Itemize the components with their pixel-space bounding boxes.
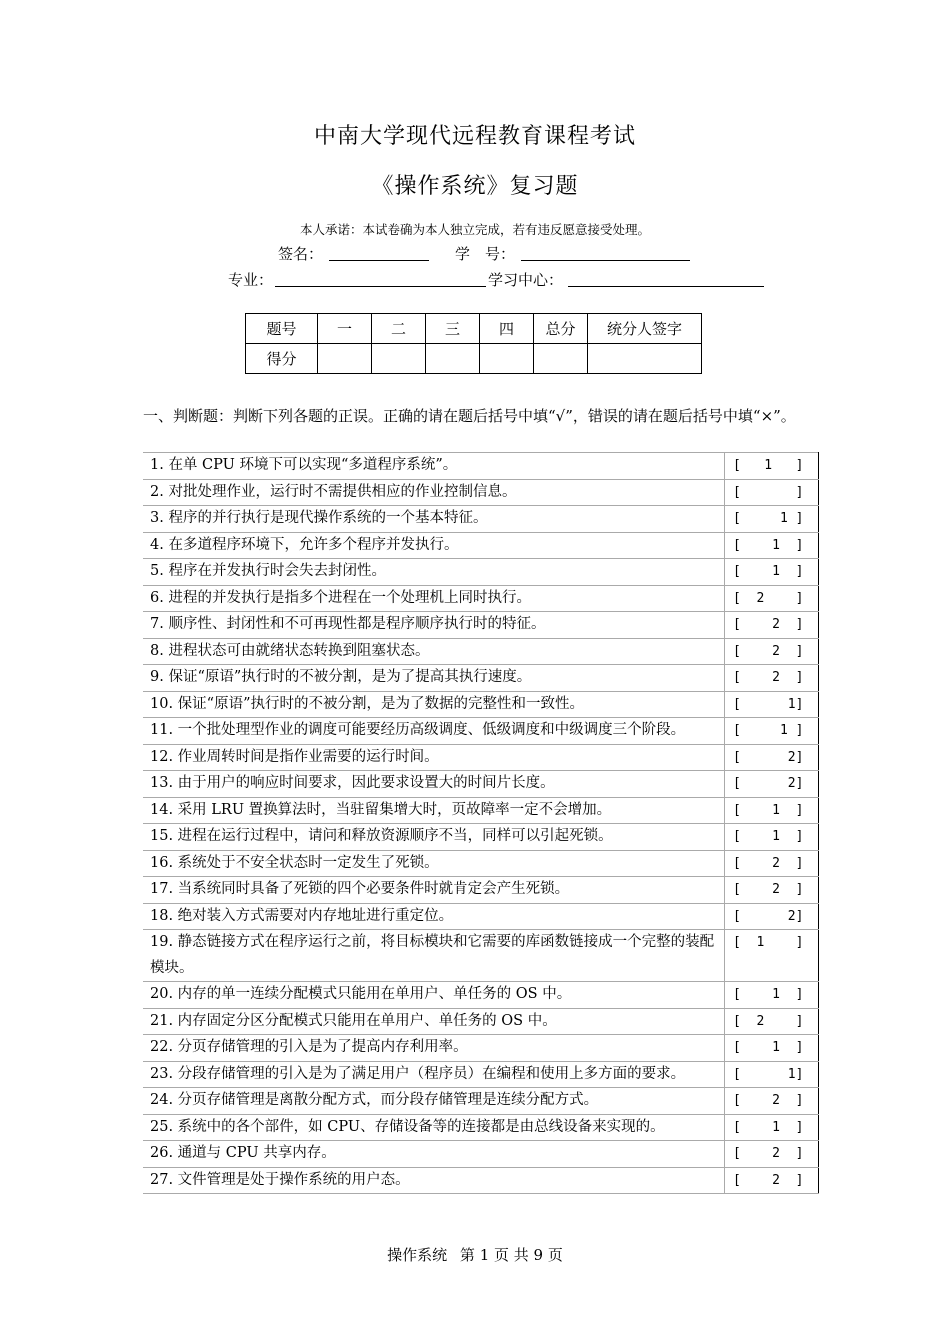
honor-pledge: 本人承诺：本试卷确为本人独立完成，若有违反愿意接受处理。 (299, 222, 650, 237)
header-cell: 三 (426, 314, 480, 344)
question-text: 2. 对批处理作业，运行时不需提供相应的作业控制信息。 (143, 479, 725, 506)
question-text: 8. 进程状态可由就绪状态转换到阻塞状态。 (143, 638, 725, 665)
question-text: 5. 程序在并发执行时会失去封闭性。 (143, 559, 725, 586)
question-text: 11. 一个批处理型作业的调度可能要经历高级调度、低级调度和中级调度三个阶段。 (143, 718, 725, 745)
exam-title: 中南大学现代远程教育课程考试 (313, 124, 636, 149)
question-text: 13. 由于用户的响应时间要求，因此要求设置大的时间片长度。 (143, 771, 725, 798)
question-text: 18. 绝对装入方式需要对内存地址进行重定位。 (143, 903, 725, 930)
question-text: 14. 采用 LRU 置换算法时，当驻留集增大时，页故障率一定不会增加。 (143, 797, 725, 824)
question-row (143, 1061, 819, 1088)
question-text: 4. 在多道程序环境下，允许多个程序并发执行。 (143, 532, 725, 559)
question-table (143, 452, 819, 1194)
question-text: 22. 分页存储管理的引入是为了提高内存利用率。 (143, 1035, 725, 1062)
sign-label: 签名： (278, 245, 324, 263)
question-row (143, 1141, 819, 1168)
question-row (143, 877, 819, 904)
header-cell: 统分人签字 (588, 314, 702, 344)
question-row (143, 532, 819, 559)
answer-bracket[interactable]: [ 1 ] (725, 1114, 819, 1141)
answer-bracket[interactable]: [ 1 ] (725, 453, 819, 480)
answer-bracket[interactable]: [ 2] (725, 744, 819, 771)
answer-bracket[interactable]: [ 2 ] (725, 1141, 819, 1168)
question-row (143, 1035, 819, 1062)
study-center-label: 学习中心： (488, 271, 564, 289)
answer-bracket[interactable]: [ 2 ] (725, 638, 819, 665)
question-text: 17. 当系统同时具备了死锁的四个必要条件时就肯定会产生死锁。 (143, 877, 725, 904)
score-cell[interactable] (426, 344, 480, 374)
answer-bracket[interactable]: [ 2 ] (725, 877, 819, 904)
question-row (143, 612, 819, 639)
question-text: 27. 文件管理是处于操作系统的用户态。 (143, 1167, 725, 1194)
question-row (143, 797, 819, 824)
question-text: 16. 系统处于不安全状态时一定发生了死锁。 (143, 850, 725, 877)
question-row (143, 638, 819, 665)
answer-bracket[interactable]: [ 1 ] (725, 1035, 819, 1062)
row-label-cell: 得分 (246, 344, 318, 374)
question-row (143, 1008, 819, 1035)
question-row (143, 718, 819, 745)
question-row (143, 850, 819, 877)
answer-bracket[interactable]: [ 2 ] (725, 612, 819, 639)
header-cell: 四 (480, 314, 534, 344)
question-row (143, 479, 819, 506)
answer-bracket[interactable]: [ 2] (725, 771, 819, 798)
question-text: 24. 分页存储管理是离散分配方式，而分段存储管理是连续分配方式。 (143, 1088, 725, 1115)
section-instructions: 一、判断题：判断下列各题的正误。正确的请在题后括号中填“√”，错误的请在题后括号中填“×”。 (143, 407, 796, 425)
score-table-header-row (246, 314, 702, 344)
question-row (143, 1114, 819, 1141)
question-text: 15. 进程在运行过程中，请问和释放资源顺序不当，同样可以引起死锁。 (143, 824, 725, 851)
question-text: 23. 分段存储管理的引入是为了满足用户（程序员）在编程和使用上多方面的要求。 (143, 1061, 725, 1088)
score-cell[interactable] (534, 344, 588, 374)
question-text: 1. 在单 CPU 环境下可以实现“多道程序系统”。 (143, 453, 725, 480)
question-text: 21. 内存固定分区分配模式只能用在单用户、单任务的 OS 中。 (143, 1008, 725, 1035)
answer-bracket[interactable]: [ 2 ] (725, 850, 819, 877)
course-title: 《操作系统》复习题 (371, 174, 579, 199)
question-row (143, 930, 819, 982)
question-text: 20. 内存的单一连续分配模式只能用在单用户、单任务的 OS 中。 (143, 982, 725, 1009)
question-row (143, 903, 819, 930)
question-text: 19. 静态链接方式在程序运行之前，将目标模块和它需要的库函数链接成一个完整的装配模块。 (143, 930, 725, 982)
score-table (245, 313, 702, 374)
score-cell[interactable] (372, 344, 426, 374)
question-text: 12. 作业周转时间是指作业需要的运行时间。 (143, 744, 725, 771)
student-id-label: 学 号： (455, 245, 516, 263)
question-row (143, 982, 819, 1009)
question-row (143, 585, 819, 612)
score-cell[interactable] (480, 344, 534, 374)
score-cell[interactable] (318, 344, 372, 374)
header-cell: 一 (318, 314, 372, 344)
answer-bracket[interactable]: [ 1 ] (725, 824, 819, 851)
question-row (143, 824, 819, 851)
question-text: 3. 程序的并行执行是现代操作系统的一个基本特征。 (143, 506, 725, 533)
question-text: 10. 保证“原语”执行时的不被分割，是为了数据的完整性和一致性。 (143, 691, 725, 718)
answer-bracket[interactable]: [ 2 ] (725, 1167, 819, 1194)
answer-bracket[interactable]: [ 1 ] (725, 982, 819, 1009)
score-cell[interactable] (588, 344, 702, 374)
answer-bracket[interactable]: [ ] (725, 479, 819, 506)
answer-bracket[interactable]: [ 2 ] (725, 1008, 819, 1035)
question-row (143, 506, 819, 533)
question-text: 6. 进程的并发执行是指多个进程在一个处理机上同时执行。 (143, 585, 725, 612)
question-row (143, 744, 819, 771)
question-text: 26. 通道与 CPU 共享内存。 (143, 1141, 725, 1168)
question-row (143, 1167, 819, 1194)
question-row (143, 691, 819, 718)
score-table-score-row (246, 344, 702, 374)
student-id-field[interactable] (521, 260, 690, 261)
question-text: 25. 系统中的各个部件，如 CPU、存储设备等的连接都是由总线设备来实现的。 (143, 1114, 725, 1141)
answer-bracket[interactable]: [ 1] (725, 691, 819, 718)
answer-bracket[interactable]: [ 1 ] (725, 718, 819, 745)
question-row (143, 1088, 819, 1115)
question-row (143, 453, 819, 480)
answer-bracket[interactable]: [ 2 ] (725, 1088, 819, 1115)
answer-bracket[interactable]: [ 2 ] (725, 665, 819, 692)
question-text: 9. 保证“原语”执行时的不被分割，是为了提高其执行速度。 (143, 665, 725, 692)
answer-bracket[interactable]: [ 2] (725, 903, 819, 930)
answer-bracket[interactable]: [ 1 ] (725, 559, 819, 586)
page-footer (0, 1244, 950, 1265)
major-label: 专业： (228, 271, 274, 289)
question-row (143, 559, 819, 586)
question-row (143, 665, 819, 692)
header-cell: 二 (372, 314, 426, 344)
header-cell: 总分 (534, 314, 588, 344)
question-text: 7. 顺序性、封闭性和不可再现性都是程序顺序执行时的特征。 (143, 612, 725, 639)
answer-bracket[interactable]: [ 1] (725, 1061, 819, 1088)
question-row (143, 771, 819, 798)
answer-bracket[interactable]: [ 1 ] (725, 930, 819, 982)
footer-course: 操作系统 (387, 1246, 448, 1264)
sign-field[interactable] (329, 260, 429, 261)
answer-bracket[interactable]: [ 1 ] (725, 532, 819, 559)
major-field[interactable] (275, 286, 486, 287)
answer-bracket[interactable]: [ 1 ] (725, 506, 819, 533)
study-center-field[interactable] (568, 286, 764, 287)
answer-bracket[interactable]: [ 2 ] (725, 585, 819, 612)
answer-bracket[interactable]: [ 1 ] (725, 797, 819, 824)
header-cell: 题号 (246, 314, 318, 344)
footer-page-info: 第 1 页 共 9 页 (459, 1246, 563, 1264)
